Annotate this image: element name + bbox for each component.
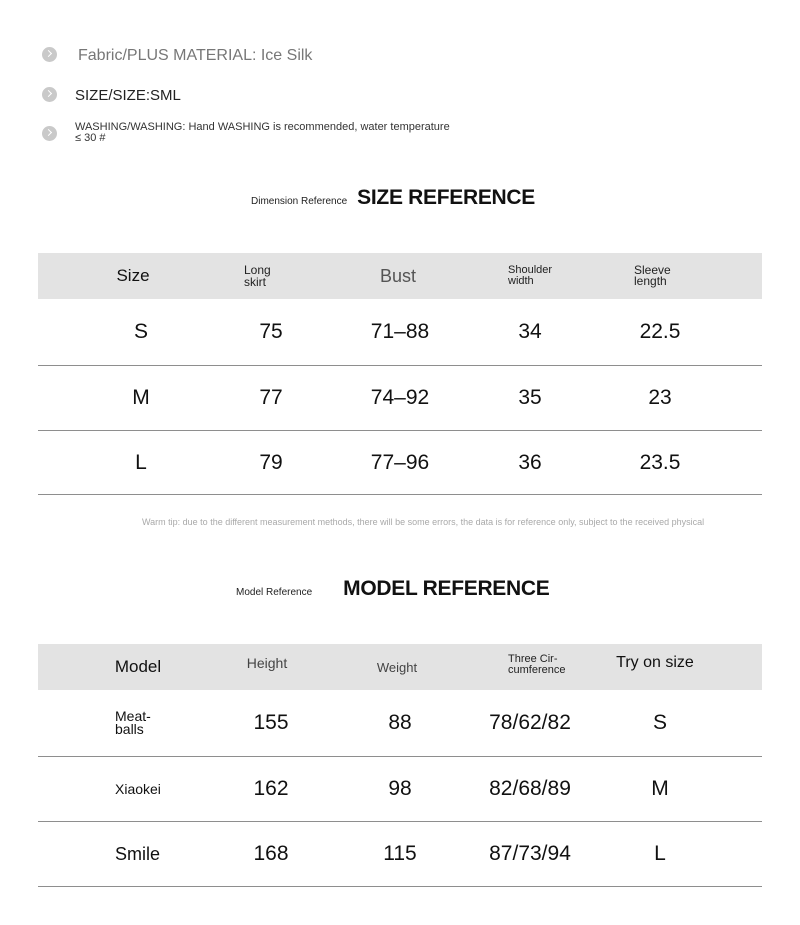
weight-cell: 98 xyxy=(388,777,412,800)
warm-tip: Warm tip: due to the different measurement methods, there will be some errors, the data is for reference only, subject to the received physical xyxy=(142,517,705,527)
model-name-cell: Xiaokei xyxy=(115,780,161,797)
height-cell: 155 xyxy=(253,711,289,734)
long-skirt-cell: 77 xyxy=(259,386,283,409)
three-circumference-cell: 78/62/82 xyxy=(489,711,571,734)
size-reference-subtitle: Dimension Reference xyxy=(251,196,348,207)
shoulder-width-cell: 34 xyxy=(518,320,542,343)
height-cell: 162 xyxy=(253,777,289,800)
table-row xyxy=(38,690,762,757)
chevron-right-icon xyxy=(42,87,57,102)
spec-fabric xyxy=(42,47,312,65)
size-cell: S xyxy=(133,320,149,343)
long-skirt-cell: 79 xyxy=(259,450,283,474)
model-table xyxy=(38,644,762,887)
model-header-try-on-size: Try on size xyxy=(616,654,694,671)
height-cell: 168 xyxy=(253,842,289,865)
chevron-right-icon xyxy=(42,126,57,141)
try-on-size-cell: L xyxy=(654,842,666,865)
three-circumference-cell: 82/68/89 xyxy=(489,777,571,800)
bust-cell: 71–88 xyxy=(370,320,430,343)
spec-size xyxy=(42,87,181,104)
spec-fabric-text: Fabric/PLUS MATERIAL: Ice Silk xyxy=(78,47,313,64)
model-table-header xyxy=(38,644,762,690)
table-row xyxy=(38,366,762,431)
shoulder-width-cell: 35 xyxy=(518,386,542,409)
model-header-height: Height xyxy=(246,655,288,671)
size-table xyxy=(38,253,762,495)
table-row xyxy=(38,757,762,822)
sleeve-length-cell: 23.5 xyxy=(639,450,681,474)
try-on-size-cell: S xyxy=(652,711,668,734)
spec-size-text: SIZE/SIZE:SML xyxy=(75,87,181,104)
size-header-bust: Bust xyxy=(379,265,417,286)
model-header-weight: Weight xyxy=(376,659,418,675)
model-reference-title: MODEL REFERENCE xyxy=(343,577,550,600)
table-row xyxy=(38,431,762,495)
weight-cell: 88 xyxy=(388,711,412,734)
size-reference-heading xyxy=(251,186,535,210)
model-header-model: Model xyxy=(114,657,162,676)
bust-cell: 77–96 xyxy=(370,450,430,474)
model-name-cell: Smile xyxy=(115,843,161,864)
sleeve-length-cell: 23 xyxy=(648,386,672,409)
size-header-long-skirt: Long skirt xyxy=(244,263,271,289)
size-table-header xyxy=(38,253,762,299)
chevron-right-icon xyxy=(42,47,57,62)
weight-cell: 115 xyxy=(383,842,417,865)
model-name-cell: Meat- balls xyxy=(115,708,151,737)
model-header-three-circumference: Three Cir- cumference xyxy=(508,653,566,676)
spec-washing xyxy=(42,122,450,144)
try-on-size-cell: M xyxy=(651,777,669,800)
size-header-sleeve-length: Sleeve length xyxy=(634,263,671,288)
spec-washing-line1: WASHING/WASHING: Hand WASHING is recommended, water temperature xyxy=(75,121,450,133)
spec-washing-line2: ≤ 30 # xyxy=(75,132,106,144)
shoulder-width-cell: 36 xyxy=(518,450,542,474)
model-reference-heading xyxy=(236,577,549,601)
table-row xyxy=(38,822,762,887)
three-circumference-cell: 87/73/94 xyxy=(489,842,571,865)
size-cell: M xyxy=(132,386,150,409)
size-header-size: Size xyxy=(116,266,150,285)
bust-cell: 74–92 xyxy=(370,386,430,409)
sleeve-length-cell: 22.5 xyxy=(639,320,681,343)
long-skirt-cell: 75 xyxy=(259,320,283,343)
model-reference-subtitle: Model Reference xyxy=(236,587,313,598)
size-reference-title: SIZE REFERENCE xyxy=(357,186,535,209)
size-header-shoulder-width: Shoulder width xyxy=(508,264,553,287)
table-row xyxy=(38,299,762,366)
size-cell: L xyxy=(135,450,147,474)
